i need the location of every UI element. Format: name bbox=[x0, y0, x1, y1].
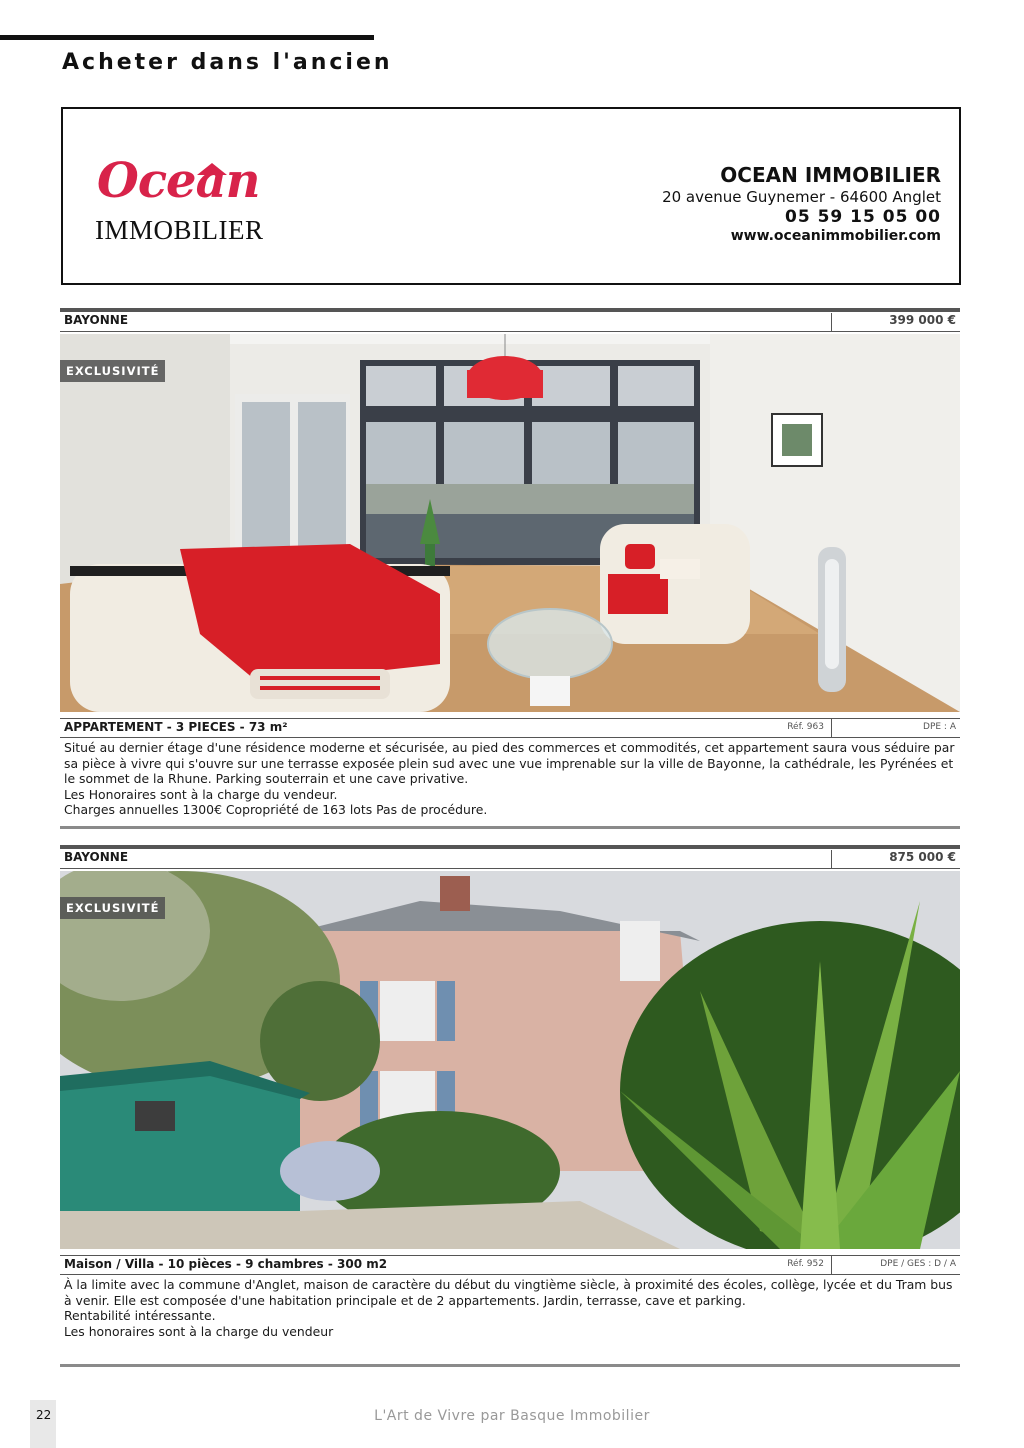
listing-bottom-rule bbox=[60, 1364, 960, 1367]
property-type: APPARTEMENT - 3 PIECES - 73 m² bbox=[64, 720, 288, 734]
listing-info-row bbox=[60, 718, 960, 738]
listing-description bbox=[64, 1277, 956, 1339]
listing-reference: Réf. 952 bbox=[787, 1259, 824, 1269]
listing-top-rule bbox=[60, 845, 960, 849]
description-paragraph: Charges annuelles 1300€ Copropriété de 163 lots Pas de procédure. bbox=[64, 802, 488, 817]
agency-name: OCEAN IMMOBILIER bbox=[720, 163, 941, 187]
description-paragraph: À la limite avec la commune d'Anglet, maison de caractère du début du vingtième siècle, à proximité des écoles, collège, lycée et du Tram bus à venir. Elle est composée d'une habitation principale et de 2 appartements. Jardin, terrasse, cave et parking. bbox=[64, 1277, 953, 1308]
listing-price: 399 000 € bbox=[889, 313, 956, 327]
agency-card bbox=[61, 107, 961, 285]
section-title: Acheter dans l'ancien bbox=[62, 50, 393, 75]
listing-description bbox=[64, 740, 956, 818]
description-paragraph: Les Honoraires sont à la charge du vendeur. bbox=[64, 786, 338, 802]
listing-city: BAYONNE bbox=[64, 313, 129, 327]
logo-subtitle: IMMOBILIER bbox=[95, 215, 264, 245]
description-paragraph: Les honoraires sont à la charge du vendeur bbox=[64, 1323, 334, 1339]
listing-top-rule bbox=[60, 308, 960, 312]
agency-contact bbox=[662, 163, 941, 245]
listing-price: 875 000 € bbox=[889, 850, 956, 864]
energy-rating: DPE : A bbox=[923, 722, 956, 732]
agency-address: 20 avenue Guynemer - 64600 Anglet bbox=[662, 188, 941, 206]
page-number: 22 bbox=[36, 1408, 52, 1422]
house-garden-photo bbox=[60, 871, 960, 1249]
listing-card bbox=[60, 845, 960, 1370]
agency-logo bbox=[93, 153, 293, 247]
description-paragraph: Situé au dernier étage d'une résidence moderne et sécurisée, au pied des commerces et commodités, cet appartement saura vous séduire par sa pièce à vivre qui s'ouvre sur une terrasse exposée plein sud avec une vue imprenable sur la ville de Bayonne, la cathédrale, les Pyrénées et le sommet de la Rhune. Parking souterrain et une cave privative. bbox=[64, 740, 955, 786]
property-type: Maison / Villa - 10 pièces - 9 chambres - 300 m2 bbox=[64, 1257, 388, 1271]
top-rule bbox=[0, 35, 374, 40]
listing-bottom-rule bbox=[60, 826, 960, 829]
listing-card bbox=[60, 308, 960, 830]
info-divider bbox=[831, 1256, 832, 1274]
header-divider bbox=[831, 850, 832, 869]
listing-header bbox=[60, 850, 960, 869]
footer-text: L'Art de Vivre par Basque Immobilier bbox=[374, 1408, 650, 1424]
exclusivity-badge: EXCLUSIVITÉ bbox=[60, 897, 165, 919]
listing-city: BAYONNE bbox=[64, 850, 129, 864]
description-paragraph: Rentabilité intéressante. bbox=[64, 1308, 216, 1323]
living-room-photo bbox=[60, 334, 960, 712]
listing-header bbox=[60, 313, 960, 332]
energy-rating: DPE / GES : D / A bbox=[880, 1259, 956, 1269]
listing-photo[interactable] bbox=[60, 871, 960, 1249]
info-divider bbox=[831, 719, 832, 737]
header-divider bbox=[831, 313, 832, 332]
listing-reference: Réf. 963 bbox=[787, 722, 824, 732]
logo-wordmark: Ocean bbox=[97, 153, 260, 209]
exclusivity-badge: EXCLUSIVITÉ bbox=[60, 360, 165, 382]
listing-info-row bbox=[60, 1255, 960, 1275]
agency-website-link[interactable]: www.oceanimmobilier.com bbox=[730, 228, 941, 244]
agency-phone[interactable]: 05 59 15 05 00 bbox=[785, 207, 941, 227]
listing-photo[interactable] bbox=[60, 334, 960, 712]
